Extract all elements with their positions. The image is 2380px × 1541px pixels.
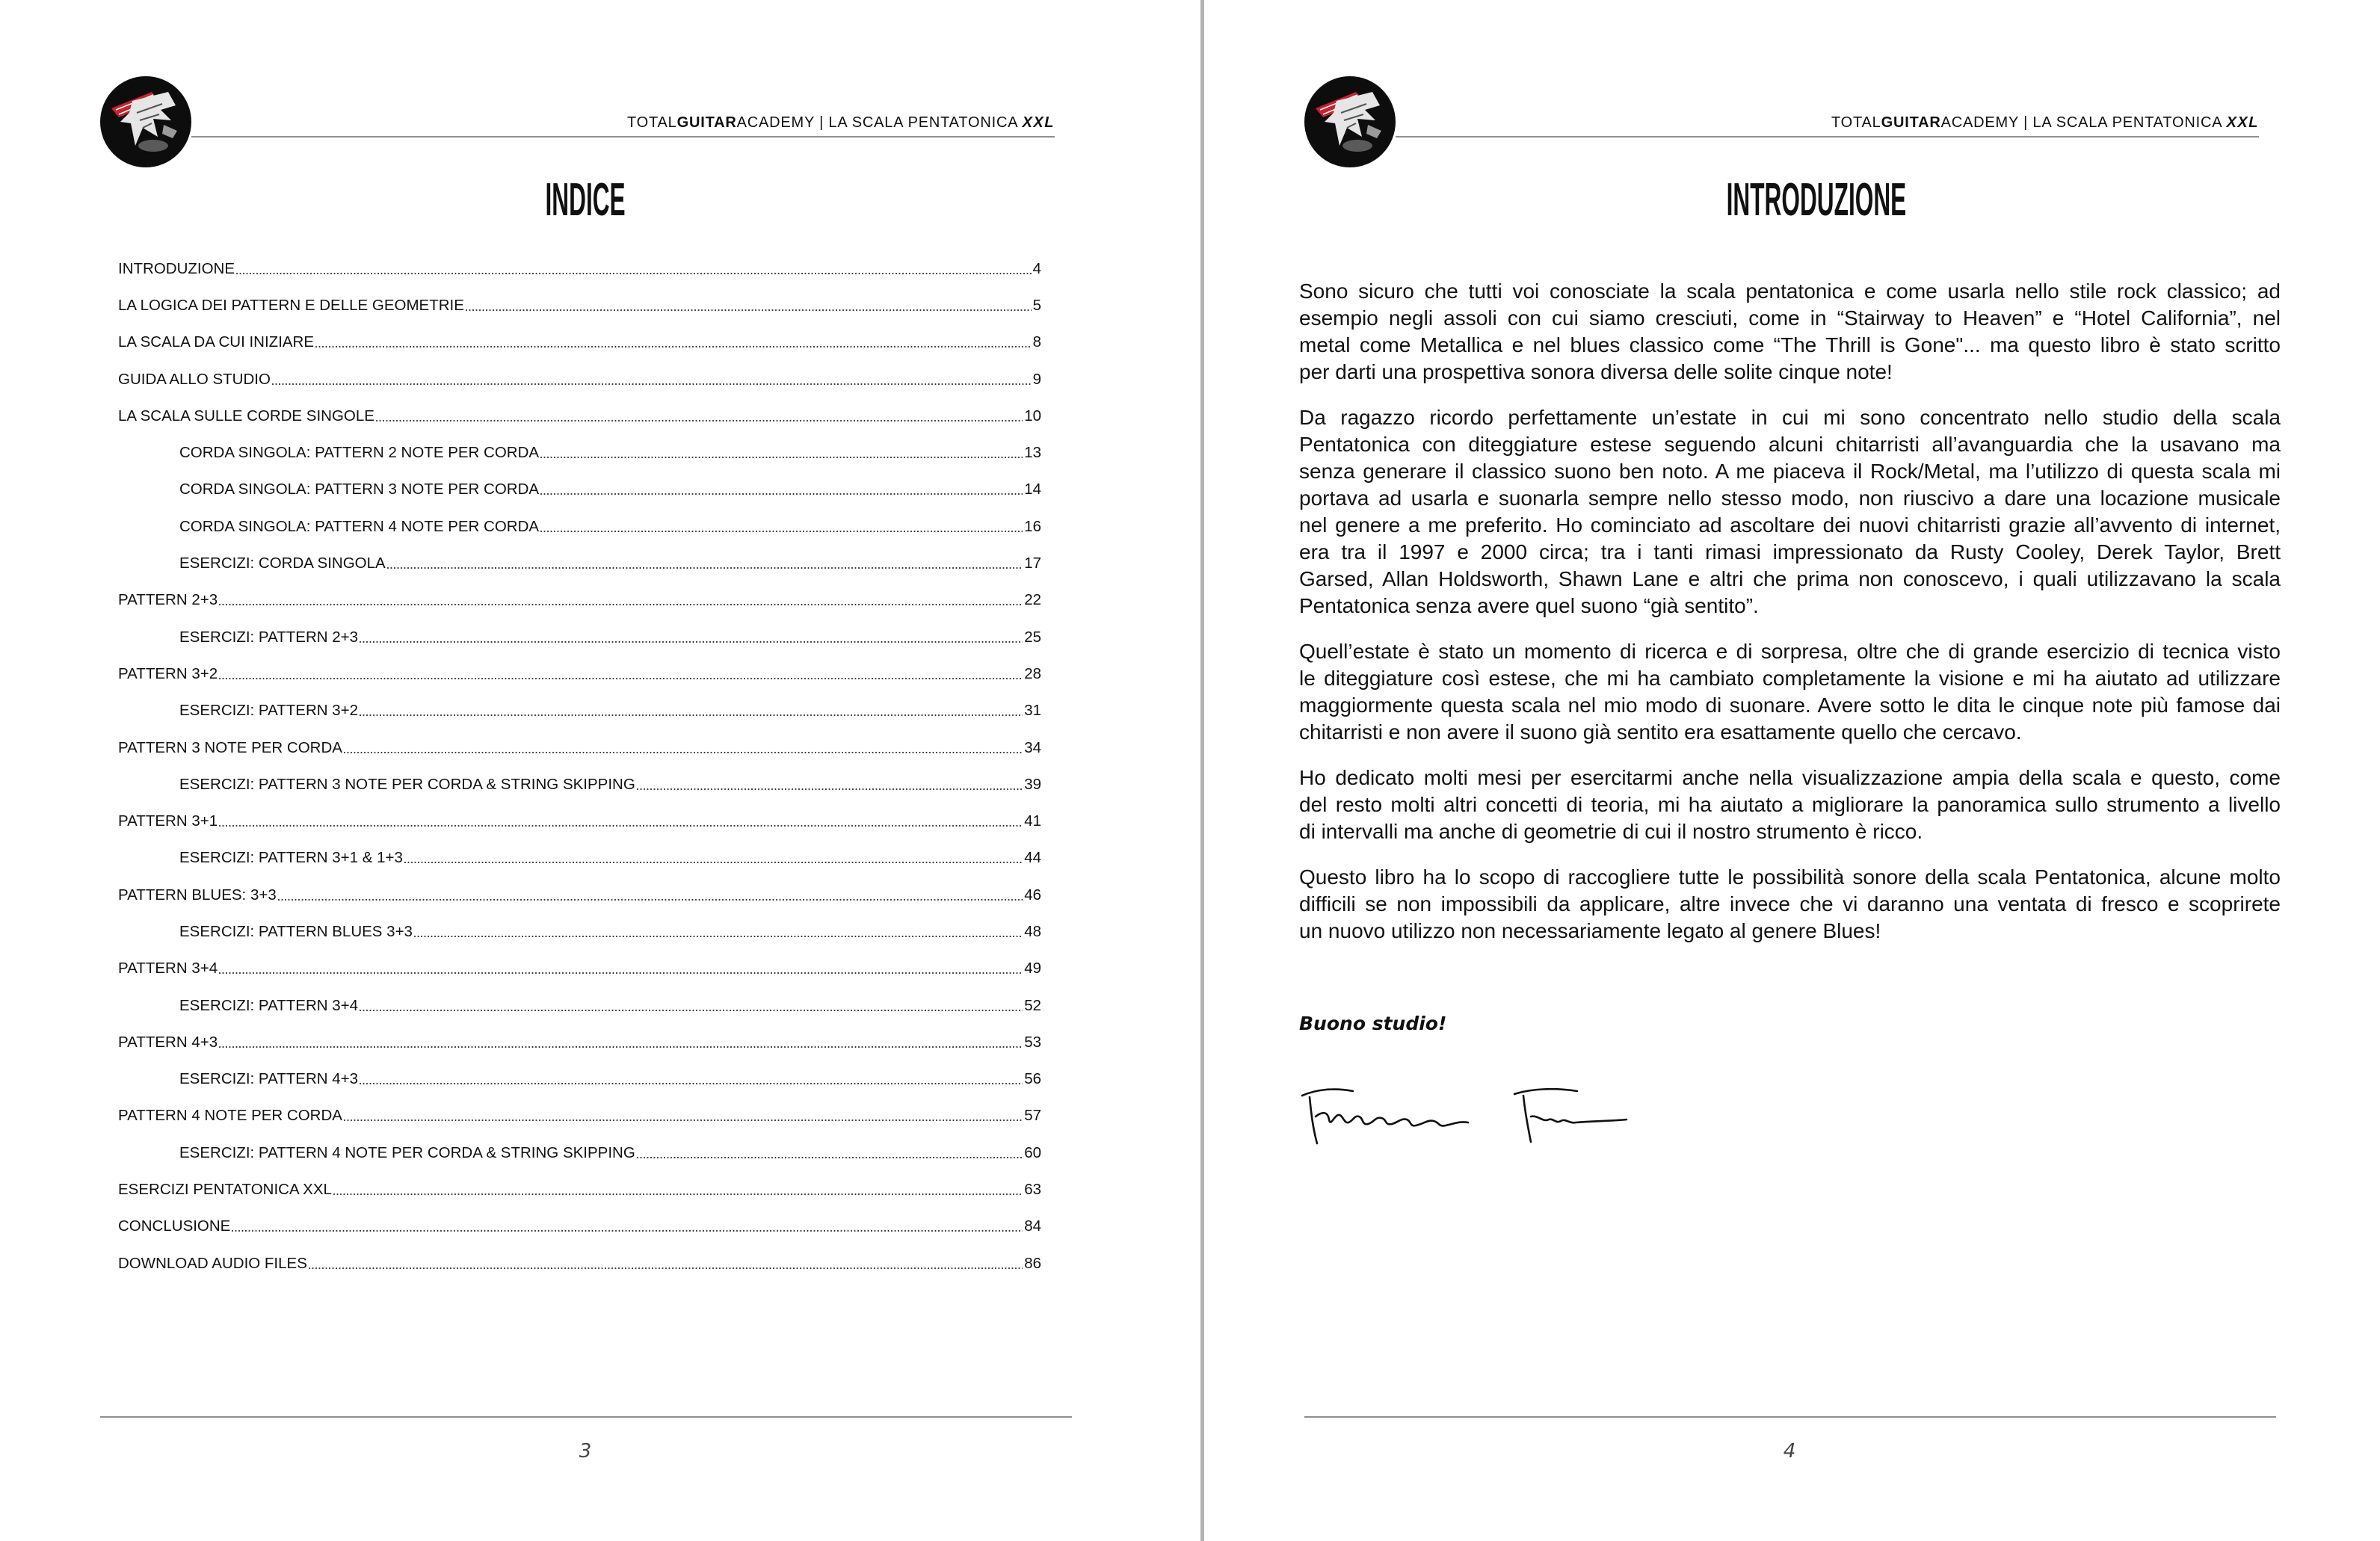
intro-paragraph (1299, 765, 2281, 845)
text-line: esempio negli assoli con cui siamo cresciuti, come in “Stairway to Heaven” e “Hotel California”, nel (1299, 306, 2281, 330)
intro-paragraph (1299, 278, 2281, 386)
toc-entry[interactable] (118, 1171, 1041, 1208)
toc-entry-page: 17 (1024, 555, 1041, 572)
text-line: un nuovo utilizzo non necessariamente legato al genere Blues! (1299, 919, 1881, 942)
toc-entry-label: ESERCIZI: PATTERN 2+3 (179, 628, 359, 646)
toc-entry[interactable] (118, 287, 1041, 324)
header-rule (1396, 136, 2259, 138)
toc-dot-leader (219, 825, 1023, 827)
table-of-contents (118, 250, 1041, 1282)
page-number: 3 (579, 1440, 592, 1463)
toc-entry-label: PATTERN 2+3 (118, 591, 218, 609)
toc-dot-leader (540, 457, 1023, 458)
toc-entry-page: 84 (1024, 1217, 1041, 1235)
running-header (1396, 112, 2259, 133)
brand-academy: ACADEMY (1940, 114, 2019, 131)
footer-rule (100, 1416, 1072, 1418)
page-right (1204, 0, 2380, 1541)
intro-paragraph (1299, 404, 2281, 620)
text-line: Pentatonica senza avere quel suono “già sentito”. (1299, 594, 1759, 617)
toc-entry[interactable] (118, 1098, 1041, 1134)
toc-dot-leader (637, 1157, 1023, 1158)
text-line: per darti una prospettiva sonora diversa delle solite cinque note! (1299, 360, 1893, 383)
toc-entry-page: 53 (1024, 1033, 1041, 1051)
toc-entry-page: 44 (1024, 849, 1041, 867)
toc-entry[interactable] (118, 803, 1041, 839)
toc-entry-page: 5 (1032, 296, 1041, 314)
toc-entry-page: 34 (1024, 738, 1041, 756)
toc-entry-label: PATTERN 3 NOTE PER CORDA (118, 738, 342, 756)
intro-paragraph (1299, 864, 2281, 945)
toc-entry-label: ESERCIZI: PATTERN 3+4 (179, 996, 359, 1014)
text-line: Da ragazzo ricordo perfettamente un’estate in cui mi sono concentrato nello studio della scala (1299, 406, 2281, 429)
toc-entry-label: ESERCIZI: PATTERN BLUES 3+3 (179, 922, 413, 940)
toc-entry-page: 8 (1032, 333, 1041, 351)
page-title (1640, 172, 1939, 229)
toc-entry[interactable] (118, 913, 1041, 950)
toc-dot-leader (414, 936, 1023, 937)
toc-entry-page: 22 (1024, 591, 1041, 609)
text-line: chitarristi e non avere il suono già sentito era esattamente quello che cercavo. (1299, 720, 2022, 744)
toc-entry[interactable] (118, 361, 1041, 398)
toc-entry-label: LA LOGICA DEI PATTERN E DELLE GEOMETRIE (118, 296, 464, 314)
toc-entry[interactable] (118, 693, 1041, 729)
text-line: nel genere a me preferito. Ho cominciato ad ascoltare dei nuovi chitarristi grazie all’avvento di internet, (1299, 513, 2281, 537)
signature (1299, 1084, 1628, 1146)
toc-dot-leader (219, 604, 1023, 605)
toc-entry[interactable] (118, 1245, 1041, 1282)
toc-entry[interactable] (118, 250, 1041, 287)
toc-dot-leader (219, 678, 1023, 679)
text-line: del resto molti altri concetti di teoria, mi ha aiutato a migliorare la panoramica sullo strumento a livello (1299, 793, 2281, 816)
toc-entry-page: 60 (1024, 1143, 1041, 1161)
toc-entry-page: 25 (1024, 628, 1041, 646)
text-line: Garsed, Allan Holdsworth, Shawn Lane e altri che prima non conoscevo, i quali utilizzavano la scala (1299, 567, 2281, 590)
toc-entry[interactable] (118, 951, 1041, 987)
brand-guitar: GUITAR (676, 114, 737, 131)
text-line: senza generare il classico suono ben noto. A me piaceva il Rock/Metal, ma l’utilizzo di questa scala mi (1299, 460, 2281, 483)
toc-entry[interactable] (118, 1061, 1041, 1098)
toc-dot-leader (360, 641, 1023, 643)
toc-entry-page: 52 (1024, 996, 1041, 1014)
toc-entry-label: ESERCIZI: CORDA SINGOLA (179, 555, 386, 572)
page-number: 4 (1783, 1440, 1796, 1463)
toc-dot-leader (236, 273, 1032, 274)
toc-entry[interactable] (118, 508, 1041, 545)
toc-entry-page: 48 (1024, 922, 1041, 940)
book-suffix: XXL (1022, 114, 1055, 131)
toc-entry-label: ESERCIZI: PATTERN 4 NOTE PER CORDA & STRING SKIPPING (179, 1143, 635, 1161)
header-separator: | (819, 114, 824, 131)
toc-entry-page: 39 (1024, 775, 1041, 793)
toc-dot-leader (540, 493, 1023, 495)
toc-entry[interactable] (118, 398, 1041, 434)
toc-entry-page: 41 (1024, 812, 1041, 830)
toc-dot-leader (278, 899, 1023, 901)
toc-dot-leader (309, 1267, 1023, 1269)
toc-dot-leader (232, 1230, 1023, 1232)
footer-rule (1304, 1416, 2276, 1418)
toc-dot-leader (540, 531, 1023, 532)
toc-entry[interactable] (118, 729, 1041, 766)
toc-dot-leader (360, 714, 1023, 716)
toc-entry-page: 31 (1024, 702, 1041, 720)
toc-entry-page: 63 (1024, 1181, 1041, 1199)
toc-dot-leader (466, 309, 1032, 311)
brand-total: TOTAL (1831, 114, 1881, 131)
page-title-text: INDICE (545, 174, 626, 226)
toc-entry[interactable] (118, 472, 1041, 508)
text-line: era tra il 1997 e 2000 circa; tra i tanti rimasi impressionato da Rusty Cooley, Derek Taylor, Brett (1299, 540, 2281, 563)
toc-entry-label: ESERCIZI: PATTERN 3+1 & 1+3 (179, 849, 403, 867)
toc-entry-page: 10 (1024, 407, 1041, 424)
book-title: LA SCALA PENTATONICA (2032, 114, 2222, 131)
toc-entry[interactable] (118, 766, 1041, 803)
closing-greeting: Buono studio! (1299, 1013, 1447, 1034)
toc-entry[interactable] (118, 655, 1041, 692)
toc-entry-page: 57 (1024, 1107, 1041, 1125)
toc-entry-label: PATTERN 3+4 (118, 960, 218, 978)
toc-entry-label: GUIDA ALLO STUDIO (118, 370, 271, 388)
brand-guitar: GUITAR (1881, 114, 1941, 131)
header-separator: | (2023, 114, 2029, 131)
toc-entry-page: 13 (1024, 444, 1041, 462)
text-line: Ho dedicato molti mesi per esercitarmi anche nella visualizzazione ampia della scala e questo, come (1299, 766, 2281, 789)
toc-entry-label: CORDA SINGOLA: PATTERN 4 NOTE PER CORDA (179, 517, 540, 535)
toc-entry[interactable] (118, 1024, 1041, 1060)
toc-entry[interactable] (118, 987, 1041, 1024)
toc-entry-label: CONCLUSIONE (118, 1217, 231, 1235)
text-line: portava ad usarla e suonarla sempre nello stesso modo, non riuscivo a dare una locazione musicale (1299, 487, 2281, 510)
toc-entry-label: INTRODUZIONE (118, 259, 235, 277)
toc-dot-leader (344, 752, 1023, 753)
toc-entry-page: 86 (1024, 1254, 1041, 1272)
toc-entry-label: PATTERN 3+2 (118, 664, 218, 682)
toc-entry-label: DOWNLOAD AUDIO FILES (118, 1254, 307, 1272)
toc-entry[interactable] (118, 877, 1041, 913)
toc-entry[interactable] (118, 840, 1041, 877)
toc-entry-page: 56 (1024, 1070, 1041, 1088)
toc-entry[interactable] (118, 324, 1041, 361)
toc-entry-page: 28 (1024, 664, 1041, 682)
text-line: le diteggiature così estese, che mi ha cambiato completamente la visione e mi ha aiutato ad utilizzare (1299, 667, 2281, 690)
text-line: metal come Metallica e nel blues classico come “The Thrill is Gone"... ma questo libro è stato scritto (1299, 333, 2281, 356)
brand-academy: ACADEMY (736, 114, 815, 131)
intro-paragraph (1299, 638, 2281, 746)
text-line: maggiormente questa scala nel mio modo di suonare. Avere sotto le dita le cinque note più famose dai (1299, 694, 2281, 717)
toc-dot-leader (360, 1010, 1023, 1011)
toc-entry-page: 49 (1024, 960, 1041, 978)
toc-dot-leader (637, 788, 1023, 790)
toc-dot-leader (315, 346, 1032, 348)
toc-entry-label: ESERCIZI: PATTERN 3 NOTE PER CORDA & STRING SKIPPING (179, 775, 635, 793)
text-line: difficili se non impossibili da applicare, altre invece che vi daranno una ventata di fresco e scoprirete (1299, 892, 2281, 915)
header-rule (191, 136, 1055, 138)
toc-dot-leader (344, 1120, 1023, 1121)
toc-entry-label: CORDA SINGOLA: PATTERN 3 NOTE PER CORDA (179, 481, 540, 498)
toc-dot-leader (404, 862, 1023, 863)
toc-entry-label: ESERCIZI PENTATONICA XXL (118, 1181, 332, 1199)
toc-entry-label: PATTERN BLUES: 3+3 (118, 886, 277, 904)
toc-entry[interactable] (118, 434, 1041, 471)
toc-entry-label: ESERCIZI: PATTERN 4+3 (179, 1070, 359, 1088)
text-line: di intervalli ma anche di geometrie di cui il nostro strumento è ricco. (1299, 820, 1923, 843)
toc-dot-leader (376, 420, 1023, 421)
intro-body (1299, 278, 2281, 963)
toc-dot-leader (219, 972, 1023, 974)
toc-dot-leader (272, 383, 1032, 385)
running-header (191, 112, 1055, 133)
page-title-text: INTRODUZIONE (1726, 174, 1907, 226)
toc-entry-label: PATTERN 3+1 (118, 812, 218, 830)
toc-dot-leader (387, 567, 1023, 569)
toc-dot-leader (360, 1083, 1023, 1084)
toc-entry-page: 16 (1024, 517, 1041, 535)
text-line: Sono sicuro che tutti voi conosciate la scala pentatonica e come usarla nello stile rock classico; ad (1299, 280, 2281, 303)
book-title: LA SCALA PENTATONICA (828, 114, 1018, 131)
text-line: Questo libro ha lo scopo di raccogliere tutte le possibilità sonore della scala Pentatonica, alcune molto (1299, 865, 2281, 889)
book-suffix: XXL (2226, 114, 2259, 131)
brand-total: TOTAL (627, 114, 677, 131)
toc-entry[interactable] (118, 619, 1041, 655)
toc-entry-page: 14 (1024, 481, 1041, 498)
toc-entry[interactable] (118, 545, 1041, 581)
text-line: Quell’estate è stato un momento di ricerca e di sorpresa, oltre che di grande esercizio di tecnica visto (1299, 640, 2281, 663)
toc-entry[interactable] (118, 1134, 1041, 1171)
logo (99, 75, 192, 168)
toc-entry-label: LA SCALA SULLE CORDE SINGOLE (118, 407, 374, 424)
toc-entry-label: PATTERN 4 NOTE PER CORDA (118, 1107, 342, 1125)
toc-entry-page: 9 (1032, 370, 1041, 388)
toc-entry[interactable] (118, 1208, 1041, 1245)
toc-dot-leader (219, 1046, 1023, 1048)
toc-entry-label: PATTERN 4+3 (118, 1033, 218, 1051)
toc-entry-label: LA SCALA DA CUI INIZIARE (118, 333, 315, 351)
logo (1304, 75, 1396, 168)
toc-entry-label: CORDA SINGOLA: PATTERN 2 NOTE PER CORDA (179, 444, 540, 462)
toc-entry-page: 4 (1032, 259, 1041, 277)
toc-dot-leader (333, 1193, 1023, 1195)
toc-entry-label: ESERCIZI: PATTERN 3+2 (179, 702, 359, 720)
page-title (436, 172, 735, 229)
toc-entry[interactable] (118, 582, 1041, 619)
text-line: Pentatonica con diteggiature estese seguendo alcuni chitarristi all’avanguardia che la usavano ma (1299, 433, 2281, 456)
toc-entry-page: 46 (1024, 886, 1041, 904)
